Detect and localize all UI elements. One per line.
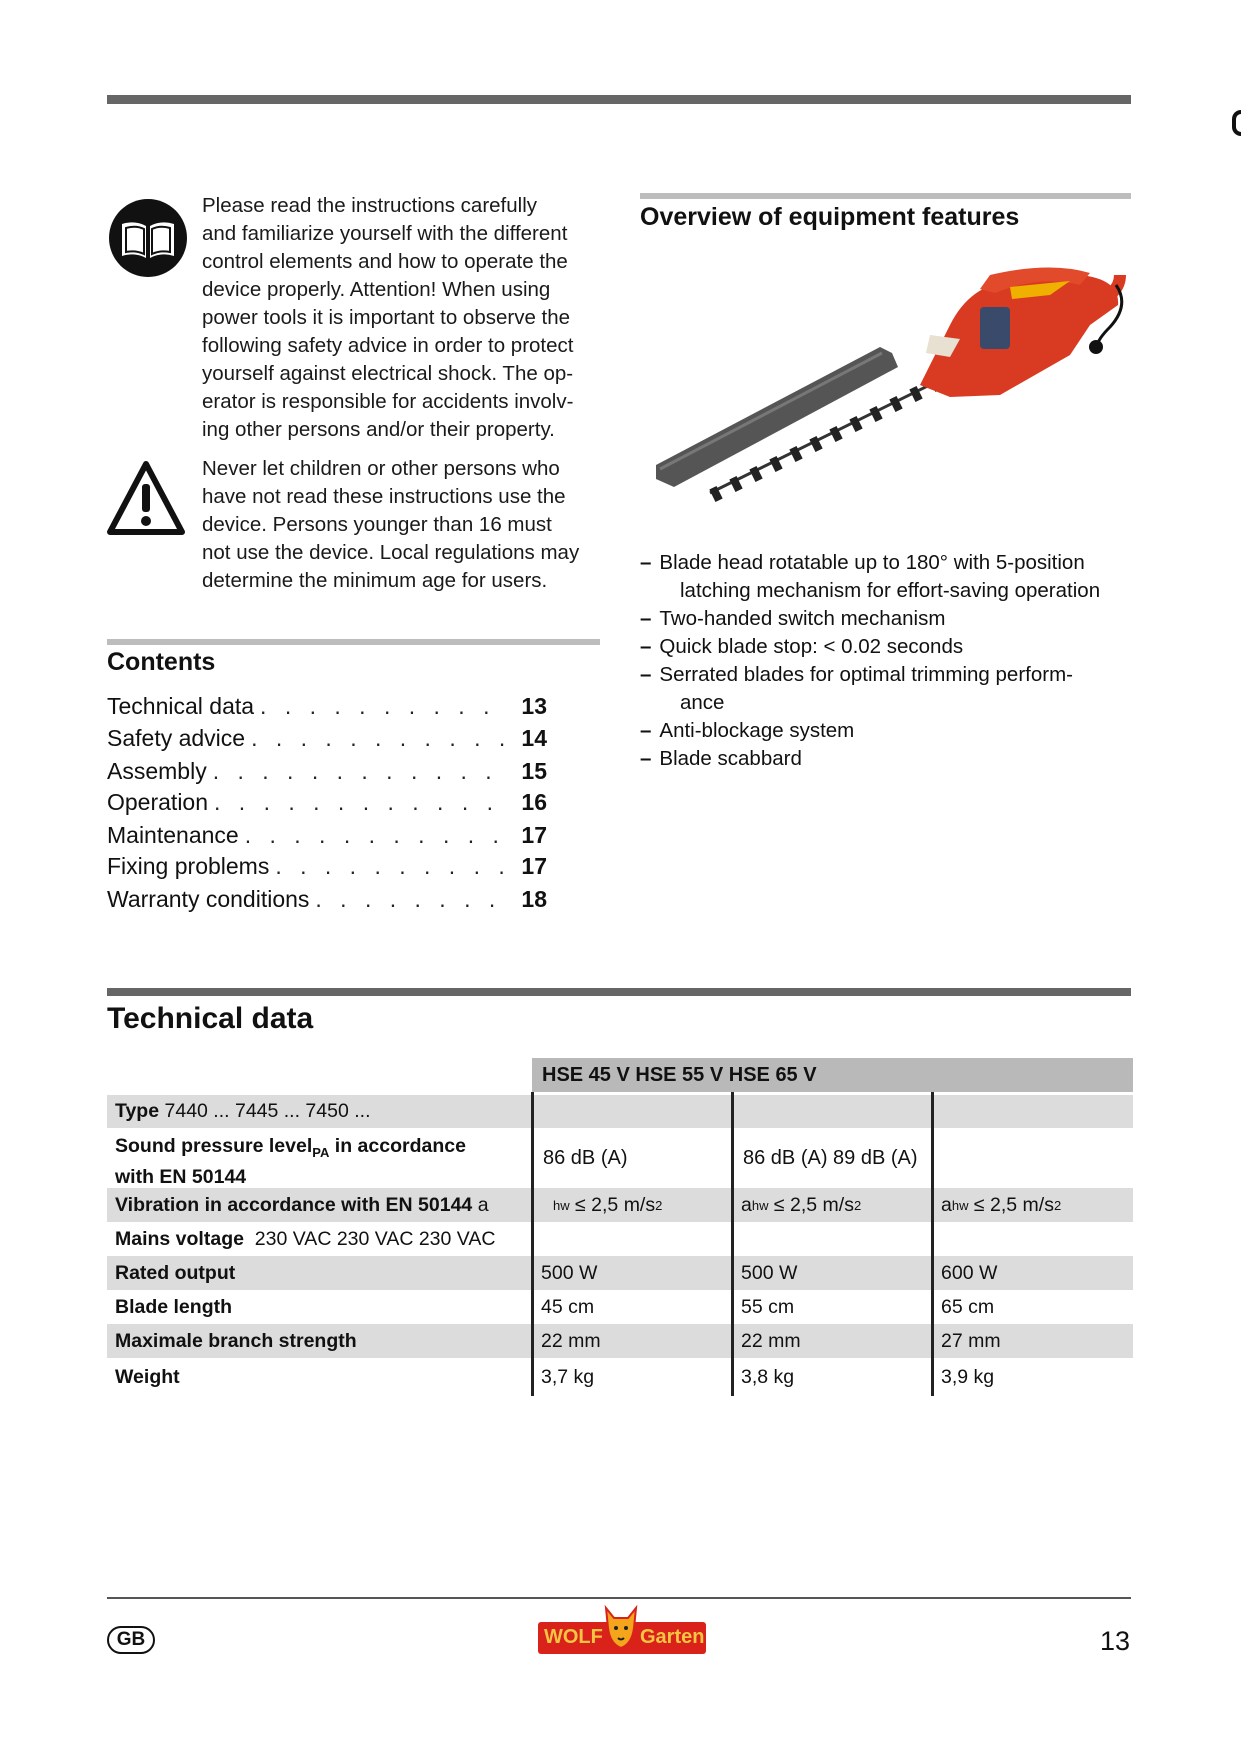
table-row: Mains voltage 230 VAC 230 VAC 230 VAC (115, 1227, 496, 1250)
feature-item: – Blade scabbard (640, 747, 802, 770)
table-header: HSE 45 V HSE 55 V HSE 65 V (532, 1058, 1133, 1092)
fox-icon (602, 1604, 640, 1650)
footer-rule (107, 1597, 1131, 1599)
column-divider (531, 1092, 534, 1396)
tech-rule (107, 988, 1131, 996)
table-row: Vibration in accordance with EN 50144 a hw ≤ 2,5 m/s 2 a hw ≤ 2,5 m/s 2 a hw ≤ 2,5 m/s 2 (107, 1188, 1133, 1222)
read-instructions-text: Please read the instructions carefully and familiarize yourself with the different control elements and how to operate the device properly. Attention! When using power tools it is important to observe the following safety advice in order to protect yourself against electrical shock. The op- erator is responsible for accidents involv- ing other persons and/or their property. (202, 194, 574, 441)
feature-item: – Quick blade stop: < 0.02 seconds (640, 635, 964, 658)
toc-item[interactable]: Safety advice . . . 14 (107, 725, 547, 757)
feature-item: – Anti-blockage system (640, 719, 855, 742)
edge-glyph (1232, 110, 1241, 136)
toc-item[interactable]: Operation . . . 16 (107, 789, 547, 821)
book-icon (108, 198, 188, 278)
wolf-garten-logo: WOLF Garten (538, 1604, 706, 1656)
table-row: Sound pressure level$_{PA}$ in accordance with EN 50144 86 dB (A) 86 dB (A) 89 dB (A) (115, 1135, 918, 1188)
feature-list (640, 549, 1140, 773)
toc-item[interactable]: Technical data . . . 13 (107, 693, 547, 725)
feature-item: – Blade head rotatable up to 180° with 5-position latching mechanism for effort-saving operation (640, 551, 1101, 602)
toc-item[interactable]: Assembly . . . 15 (107, 758, 547, 790)
table-row: Blade length 45 cm 55 cm 65 cm (115, 1295, 995, 1318)
tech-title: Technical data (107, 1002, 314, 1035)
warning-icon (106, 460, 186, 538)
toc-item[interactable]: Maintenance . . . 17 (107, 822, 547, 854)
top-rule (107, 95, 1131, 104)
country-badge: GB (107, 1626, 155, 1654)
column-divider (731, 1092, 734, 1396)
page-number: 13 (1100, 1626, 1131, 1656)
warning-text: Never let children or other persons who have not read these instructions use the device. Persons younger than 16 must not use the device. Local regulations may determine the minimum age for users. (202, 457, 580, 592)
toc-item[interactable]: Warranty conditions . . . 18 (107, 886, 547, 918)
hedge-trimmer-image (650, 265, 1130, 520)
feature-item: – Two-handed switch mechanism (640, 607, 946, 630)
contents-rule (107, 639, 600, 645)
overview-title: Overview of equipment features (640, 203, 1020, 231)
overview-rule (640, 193, 1131, 199)
table-row: Type 7440 ... 7445 ... 7450 ... (107, 1095, 1133, 1128)
feature-item: – Serrated blades for optimal trimming perform- ance (640, 663, 1073, 714)
contents-title: Contents (107, 648, 216, 676)
table-row: Rated output 500 W 500 W 600 W (107, 1256, 1133, 1290)
column-divider (931, 1092, 934, 1396)
table-row: Maximale branch strength 22 mm 22 mm 27 mm (107, 1324, 1133, 1358)
table-row: Weight 3,7 kg 3,8 kg 3,9 kg (115, 1365, 995, 1388)
toc-item[interactable]: Fixing problems . . . 17 (107, 853, 547, 885)
